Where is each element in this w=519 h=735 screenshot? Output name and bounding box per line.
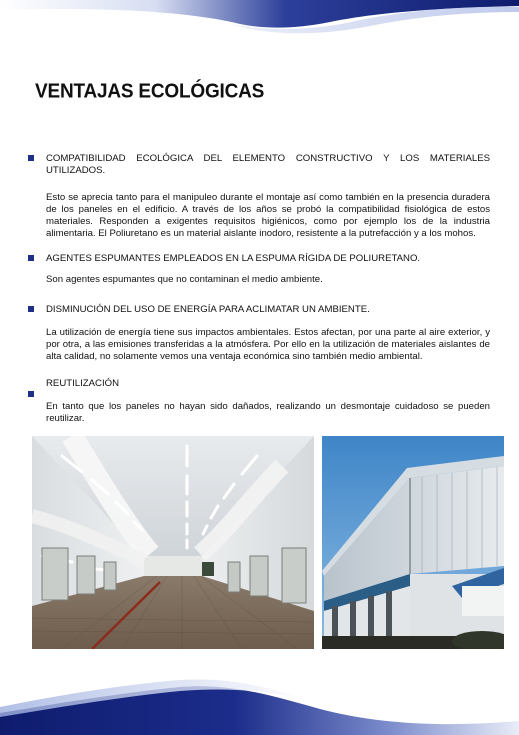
section-heading: REUTILIZACIÓN bbox=[46, 378, 120, 389]
cold-storage-interior-photo bbox=[32, 436, 314, 649]
section-heading: COMPATIBILIDAD ECOLÓGICA DEL ELEMENTO CONSTRUCTIVO Y LOS MATERIALES UTILIZADOS. bbox=[46, 153, 490, 176]
bullet-marker bbox=[28, 306, 34, 312]
section-heading: DISMINUCIÓN DEL USO DE ENERGÍA PARA ACLIMATAR UN AMBIENTE. bbox=[46, 304, 370, 315]
section-ecological-compatibility bbox=[28, 153, 490, 240]
page-title: VENTAJAS ECOLÓGICAS bbox=[35, 80, 265, 103]
bottom-wave-decoration bbox=[0, 665, 519, 735]
bullet-marker bbox=[28, 155, 34, 161]
top-wave-decoration bbox=[0, 0, 519, 40]
section-body: Esto se aprecia tanto para el manipuleo durante el montaje así como también en la presencia duradera de los paneles en el edificio. A través de los años se probó la compatibilidad fisiológica de estos materiales. Responden a exigentes requisitos higiénicos, como por ejemplo los de la industria alimentaria. El Poliuretano es un material aislante inodoro, resistente a la putrefacción y a los mohos. bbox=[46, 192, 490, 239]
section-reuse bbox=[28, 378, 490, 425]
section-body: La utilización de energía tiene sus impactos ambientales. Estos afectan, por una parte al aire exterior, y por otra, a las emisiones transferidas a la atmósfera. Por ello en la utilización de materiales aislantes de alta calidad, no solamente vemos una ventaja económica sino también medio ambiental. bbox=[46, 327, 490, 362]
section-body: Son agentes espumantes que no contaminan el medio ambiente. bbox=[46, 274, 323, 285]
section-body: En tanto que los paneles no hayan sido dañados, realizando un desmontaje cuidadoso se pueden reutilizar. bbox=[46, 401, 490, 424]
section-energy-reduction bbox=[28, 304, 490, 363]
section-heading: AGENTES ESPUMANTES EMPLEADOS EN LA ESPUMA RÍGIDA DE POLIURETANO. bbox=[46, 253, 421, 264]
section-foaming-agents bbox=[28, 253, 490, 286]
building-exterior-photo bbox=[322, 436, 504, 649]
bullet-marker bbox=[28, 255, 34, 261]
bullet-marker bbox=[28, 391, 34, 397]
